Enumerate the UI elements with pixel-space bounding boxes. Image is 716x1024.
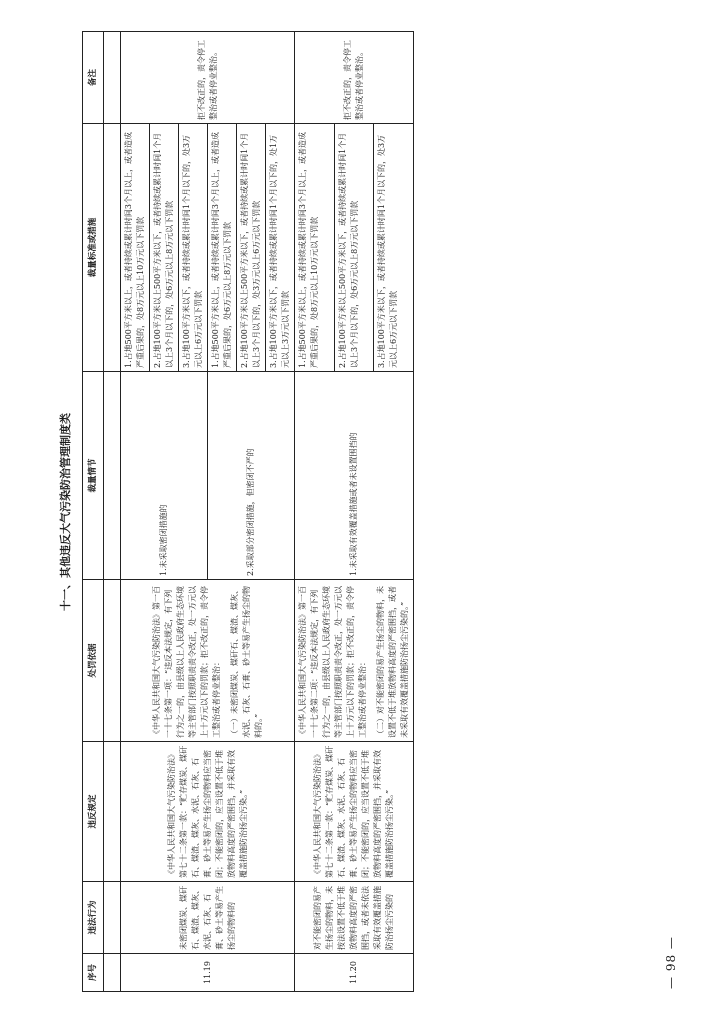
row-penalty-basis	[295, 580, 414, 742]
basis-main-text: 《中华人民共和国大气污染防治法》第一百一十七条第二项：“违反本法规定，有下列行为之一的，由县级以上人民政府生态环境等主管部门按照职责责令改正，处一万元以上十万元以下的罚款；拒不改正的，责令停工整治或者停业整治：	[298, 586, 367, 738]
row-seq: 11.20	[295, 954, 414, 992]
row-behavior: 未密闭煤炭、煤矸石、煤渣、煤灰、水泥、石灰、石膏、砂土等易产生扬尘的物料的	[121, 882, 295, 954]
row-behavior: 对不能密闭的易产生扬尘的物料，未按法设置不低于堆放物料高度的严密围挡，或者未依法采取有效覆盖措施防治扬尘污染的	[295, 882, 414, 954]
blank-spacer-row	[104, 32, 121, 992]
page-number: — 98 —	[664, 936, 678, 989]
circumstance-cell: 1.未采取密闭措施的	[121, 372, 208, 580]
circumstance-cell: 2.采取部分密闭措施，但密闭不严的	[208, 372, 295, 580]
table-row	[121, 32, 150, 992]
standard-cell: 2.占地100平方米以上500平方米以下，或者持续或累计时间1个月以上3个月以下的，处6万元以上8万元以下罚款	[334, 124, 374, 372]
standard-cell: 3.占地100平方米以下，或者持续或累计时间1个月以下的，处3万元以上6万元以下罚款	[179, 124, 208, 372]
header-remark: 备注	[83, 32, 104, 124]
standard-cell: 3.占地100平方米以下，或者持续或累计时间1个月以下的，处1万元以上3万元以下罚款	[266, 124, 295, 372]
header-violated-rule: 违反规定	[83, 742, 104, 882]
table-row	[295, 32, 335, 992]
circumstance-cell: 1.未采取有效覆盖措施或者未设置围挡的	[295, 372, 414, 580]
standard-cell: 1.占地500平方米以上，或者持续或累计时间3个月以上，或者造成严重后果的，处8万元以上10万元以下罚款	[121, 124, 150, 372]
remark-cell: 拒不改正的，责令停工整治或者停业整治。	[121, 32, 295, 124]
header-circumstance: 裁量情节	[83, 372, 104, 580]
basis-item-text: （二）对不能密闭的易产生扬尘的物料，未设置不低于堆放物料高度的严密围挡，或者未采取有效覆盖措施防治扬尘污染的。”	[376, 586, 409, 738]
row-penalty-basis	[121, 580, 295, 742]
standard-cell: 3.占地100平方米以下，或者持续或累计时间1个月以下的，处3万元以上6万元以下罚款	[374, 124, 414, 372]
header-seq: 序号	[83, 954, 104, 992]
standard-cell: 1.占地500平方米以上，或者持续或累计时间3个月以上，或者造成严重后果的，处8万元以上10万元以下罚款	[295, 124, 335, 372]
basis-main-text: 《中华人民共和国大气污染防治法》第一百一十七条第一项：“违反本法规定，有下列行为之一的，由县级以上人民政府生态环境等主管部门按照职责责令改正，处一万元以上十万元以下的罚款；拒不改正的，责令停工整治或者停业整治：	[151, 586, 221, 738]
standard-cell: 2.占地100平方米以上500平方米以下，或者持续或累计时间1个月以上3个月以下的，处3万元以上6万元以下罚款	[237, 124, 266, 372]
penalty-discretion-table	[82, 31, 414, 992]
row-violated-rule: 《中华人民共和国大气污染防治法》第七十二条第一款：“贮存煤炭、煤矸石、煤渣、煤灰、水泥、石灰、石膏、砂土等易产生扬尘的物料应当密闭；不能密闭的，应当设置不低于堆放物料高度的严密围挡，并采取有效覆盖措施防治扬尘污染。”	[295, 742, 414, 882]
row-seq: 11.19	[121, 954, 295, 992]
row-violated-rule: 《中华人民共和国大气污染防治法》第七十二条第一款：“贮存煤炭、煤矸石、煤渣、煤灰、水泥、石灰、石膏、砂土等易产生扬尘的物料应当密闭；不能密闭的，应当设置不低于堆放物料高度的严密围挡，并采取有效覆盖措施防治扬尘污染。”	[121, 742, 295, 882]
header-penalty-basis: 处罚依据	[83, 580, 104, 742]
basis-item-text: （一）未密闭煤炭、煤矸石、煤渣、煤灰、水泥、石灰、石膏、砂土等易产生扬尘的物料的。”	[229, 586, 263, 738]
remark-cell: 拒不改正的，责令停工整治或者停业整治。	[295, 32, 414, 124]
table-header-row	[83, 32, 104, 992]
header-standard: 裁量标准或措施	[83, 124, 104, 372]
standard-cell: 1.占地500平方米以上，或者持续或累计时间3个月以上，或者造成严重后果的，处6万元以上8万元以下罚款	[208, 124, 237, 372]
section-title: 十一、其他违反大气污染防治管理制度类	[59, 413, 72, 611]
standard-cell: 2.占地100平方米以上500平方米以下，或者持续或累计时间1个月以上3个月以下的，处6万元以上8万元以下罚款	[150, 124, 179, 372]
header-behavior: 违法行为	[83, 882, 104, 954]
